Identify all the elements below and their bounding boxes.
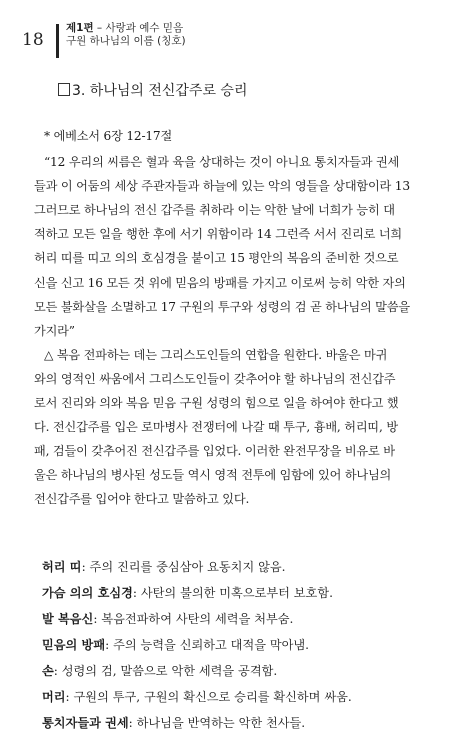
definition-term: 발 복음신 xyxy=(42,612,94,626)
definition-row xyxy=(42,554,442,580)
scripture-quote xyxy=(34,150,434,343)
definition-term: 통치자들과 권세 xyxy=(42,716,129,730)
section-title-text: 3. 하나님의 전신갑주로 승리 xyxy=(72,83,248,99)
definition-desc: : 주의 능력을 신뢰하고 대적을 막아냄. xyxy=(105,638,310,652)
running-header xyxy=(66,22,186,48)
definition-row xyxy=(42,632,442,658)
quote-line: 들과 이 어둠의 세상 주관자들과 하늘에 있는 악의 영들을 상대함이라 13 xyxy=(34,179,410,194)
definition-row xyxy=(42,684,442,710)
page-header xyxy=(22,14,442,54)
body-text xyxy=(34,124,434,512)
quote-line: 모든 불화살을 소멸하고 17 구원의 투구와 성령의 검 곧 하나님의 말씀을 xyxy=(34,299,410,314)
commentary-line: 패, 검들이 갖추어진 전신갑주를 입었다. 이러한 완전무장을 비유로 바 xyxy=(34,444,395,459)
definition-row xyxy=(42,658,442,684)
commentary-line: 전신갑주를 입어야 한다고 말씀하고 있다. xyxy=(34,492,250,507)
definition-desc: : 성령의 검, 말씀으로 악한 세력을 공격함. xyxy=(53,664,278,678)
commentary-line: 울은 하나님의 병사된 성도들 역시 영적 전투에 임함에 있어 하나님의 xyxy=(34,468,392,483)
section-title xyxy=(58,80,247,100)
quote-line: 허리 띠를 띠고 의의 호심경을 붙이고 15 평안의 복음의 준비한 것으로 xyxy=(34,251,399,266)
page-number: 18 xyxy=(22,30,44,50)
definition-term: 머리 xyxy=(42,690,66,704)
definition-term: 가슴 의의 호심경 xyxy=(42,586,133,600)
commentary-line: 와의 영적인 싸움에서 그리스도인들이 갖추어야 할 하나님의 전신갑주 xyxy=(34,371,396,386)
scripture-reference: * 에베소서 6장 12-17절 xyxy=(44,129,173,143)
quote-line: 그러므로 하나님의 전신 갑주를 취하라 이는 악한 날에 너희가 능히 대 xyxy=(34,203,395,218)
part-title: – 사랑과 예수 믿음 xyxy=(93,22,184,34)
definition-row xyxy=(42,710,442,736)
definition-term: 허리 띠 xyxy=(42,560,82,574)
definition-term: 손 xyxy=(42,664,54,678)
commentary-line: △ 복음 전파하는 데는 그리스도인들의 연합을 원한다. 바울은 마귀 xyxy=(44,347,388,362)
part-label: 제1편 xyxy=(66,22,94,34)
definition-desc: : 복음전파하여 사탄의 세력을 처부숨. xyxy=(93,612,294,626)
quote-line: 신을 신고 16 모든 것 위에 믿음의 방패를 가지고 이로써 능히 악한 자의 xyxy=(34,275,406,290)
armor-definitions xyxy=(42,554,442,736)
header-line-1 xyxy=(66,22,186,35)
commentary-line: 로서 진리와 의와 복음 믿음 구원 성령의 힘으로 일을 하여야 한다고 했 xyxy=(34,396,399,411)
definition-desc: : 구원의 투구, 구원의 확신으로 승리를 확신하며 싸움. xyxy=(65,690,352,704)
chapter-title: 구원 하나님의 이름 (칭호) xyxy=(66,35,186,47)
definition-term: 믿음의 방패 xyxy=(42,638,106,652)
definition-desc: : 주의 진리를 중심삼아 요동치지 않음. xyxy=(81,560,286,574)
quote-line: “12 우리의 씨름은 혈과 육을 상대하는 것이 아니요 통치자들과 권세 xyxy=(44,155,400,170)
quote-line: 적하고 모든 일을 행한 후에 서기 위함이라 14 그런즉 서서 진리로 너희 xyxy=(34,227,402,242)
quote-line: 가지라” xyxy=(34,323,75,338)
definition-row xyxy=(42,606,442,632)
definition-desc: : 사탄의 불의한 미혹으로부터 보호함. xyxy=(132,586,333,600)
definition-desc: : 하나님을 반역하는 악한 천사들. xyxy=(128,716,306,730)
commentary-line: 다. 전신갑주를 입은 로마병사 전쟁터에 나갈 때 투구, 흉배, 허리띠, 방 xyxy=(34,420,398,435)
definition-row xyxy=(42,580,442,606)
checkbox-icon xyxy=(58,83,70,96)
header-divider xyxy=(56,24,59,58)
commentary xyxy=(34,343,434,512)
